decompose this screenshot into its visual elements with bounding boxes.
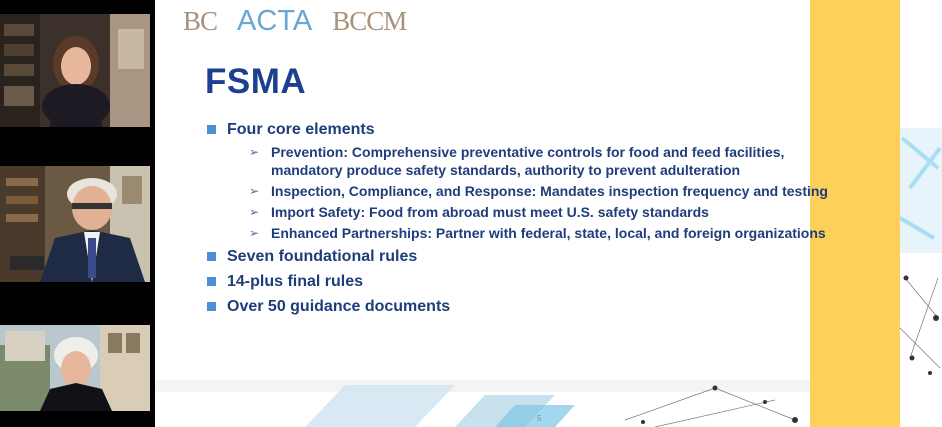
square-bullet-icon [207,252,216,261]
sub-bullet-text: Enhanced Partnerships: Partner with federal, state, local, and foreign organizations [271,225,826,241]
participant-video-tile[interactable] [0,325,150,411]
bullet-text: Four core elements [227,121,375,138]
arrow-bullet-icon: ➢ [249,145,260,159]
acta-logo: ACTA [237,4,313,37]
participant-video-feed [0,325,150,411]
participant-video-tile[interactable] [0,166,150,282]
square-bullet-icon [207,302,216,311]
sub-bullet-item [227,224,831,242]
bc-logo: BC [183,5,218,36]
bullet-text: Seven foundational rules [227,248,418,265]
sub-bullet-text: Prevention: Comprehensive preventative controls for food and feed facilities, mandatory produce safety standards, authority to prevent adulteration [271,144,785,178]
bullet-item [205,297,805,317]
arrow-bullet-icon: ➢ [249,205,260,219]
shared-screen-slide [155,0,942,427]
bullet-item [205,247,805,267]
bullet-text: 14-plus final rules [227,273,364,290]
bullet-text: Over 50 guidance documents [227,298,451,315]
sub-bullet-text: Import Safety: Food from abroad must meet U.S. safety standards [271,204,709,220]
bullet-item [205,272,805,292]
arrow-bullet-icon: ➢ [249,184,260,198]
logo-row [183,6,406,36]
participant-video-feed [0,166,150,282]
sub-bullet-item [227,203,831,221]
slide-title: FSMA [205,62,307,101]
sub-bullet-text: Inspection, Compliance, and Response: Mandates inspection frequency and testing [271,183,828,199]
sub-bullet-list [227,143,828,242]
network-graphic [900,128,942,388]
square-bullet-icon [207,277,216,286]
bccm-logo: BCCM [332,5,407,36]
participant-video-tile[interactable] [0,14,150,127]
bullet-item [205,120,828,242]
sub-bullet-item [227,182,831,200]
participant-video-feed [0,14,150,127]
slide-page-number: 5 [537,414,542,423]
arrow-bullet-icon: ➢ [249,226,260,240]
slide-footer-graphic [155,380,810,427]
slide-bullet-list [205,120,828,317]
square-bullet-icon [207,125,216,134]
sub-bullet-item [227,143,831,179]
